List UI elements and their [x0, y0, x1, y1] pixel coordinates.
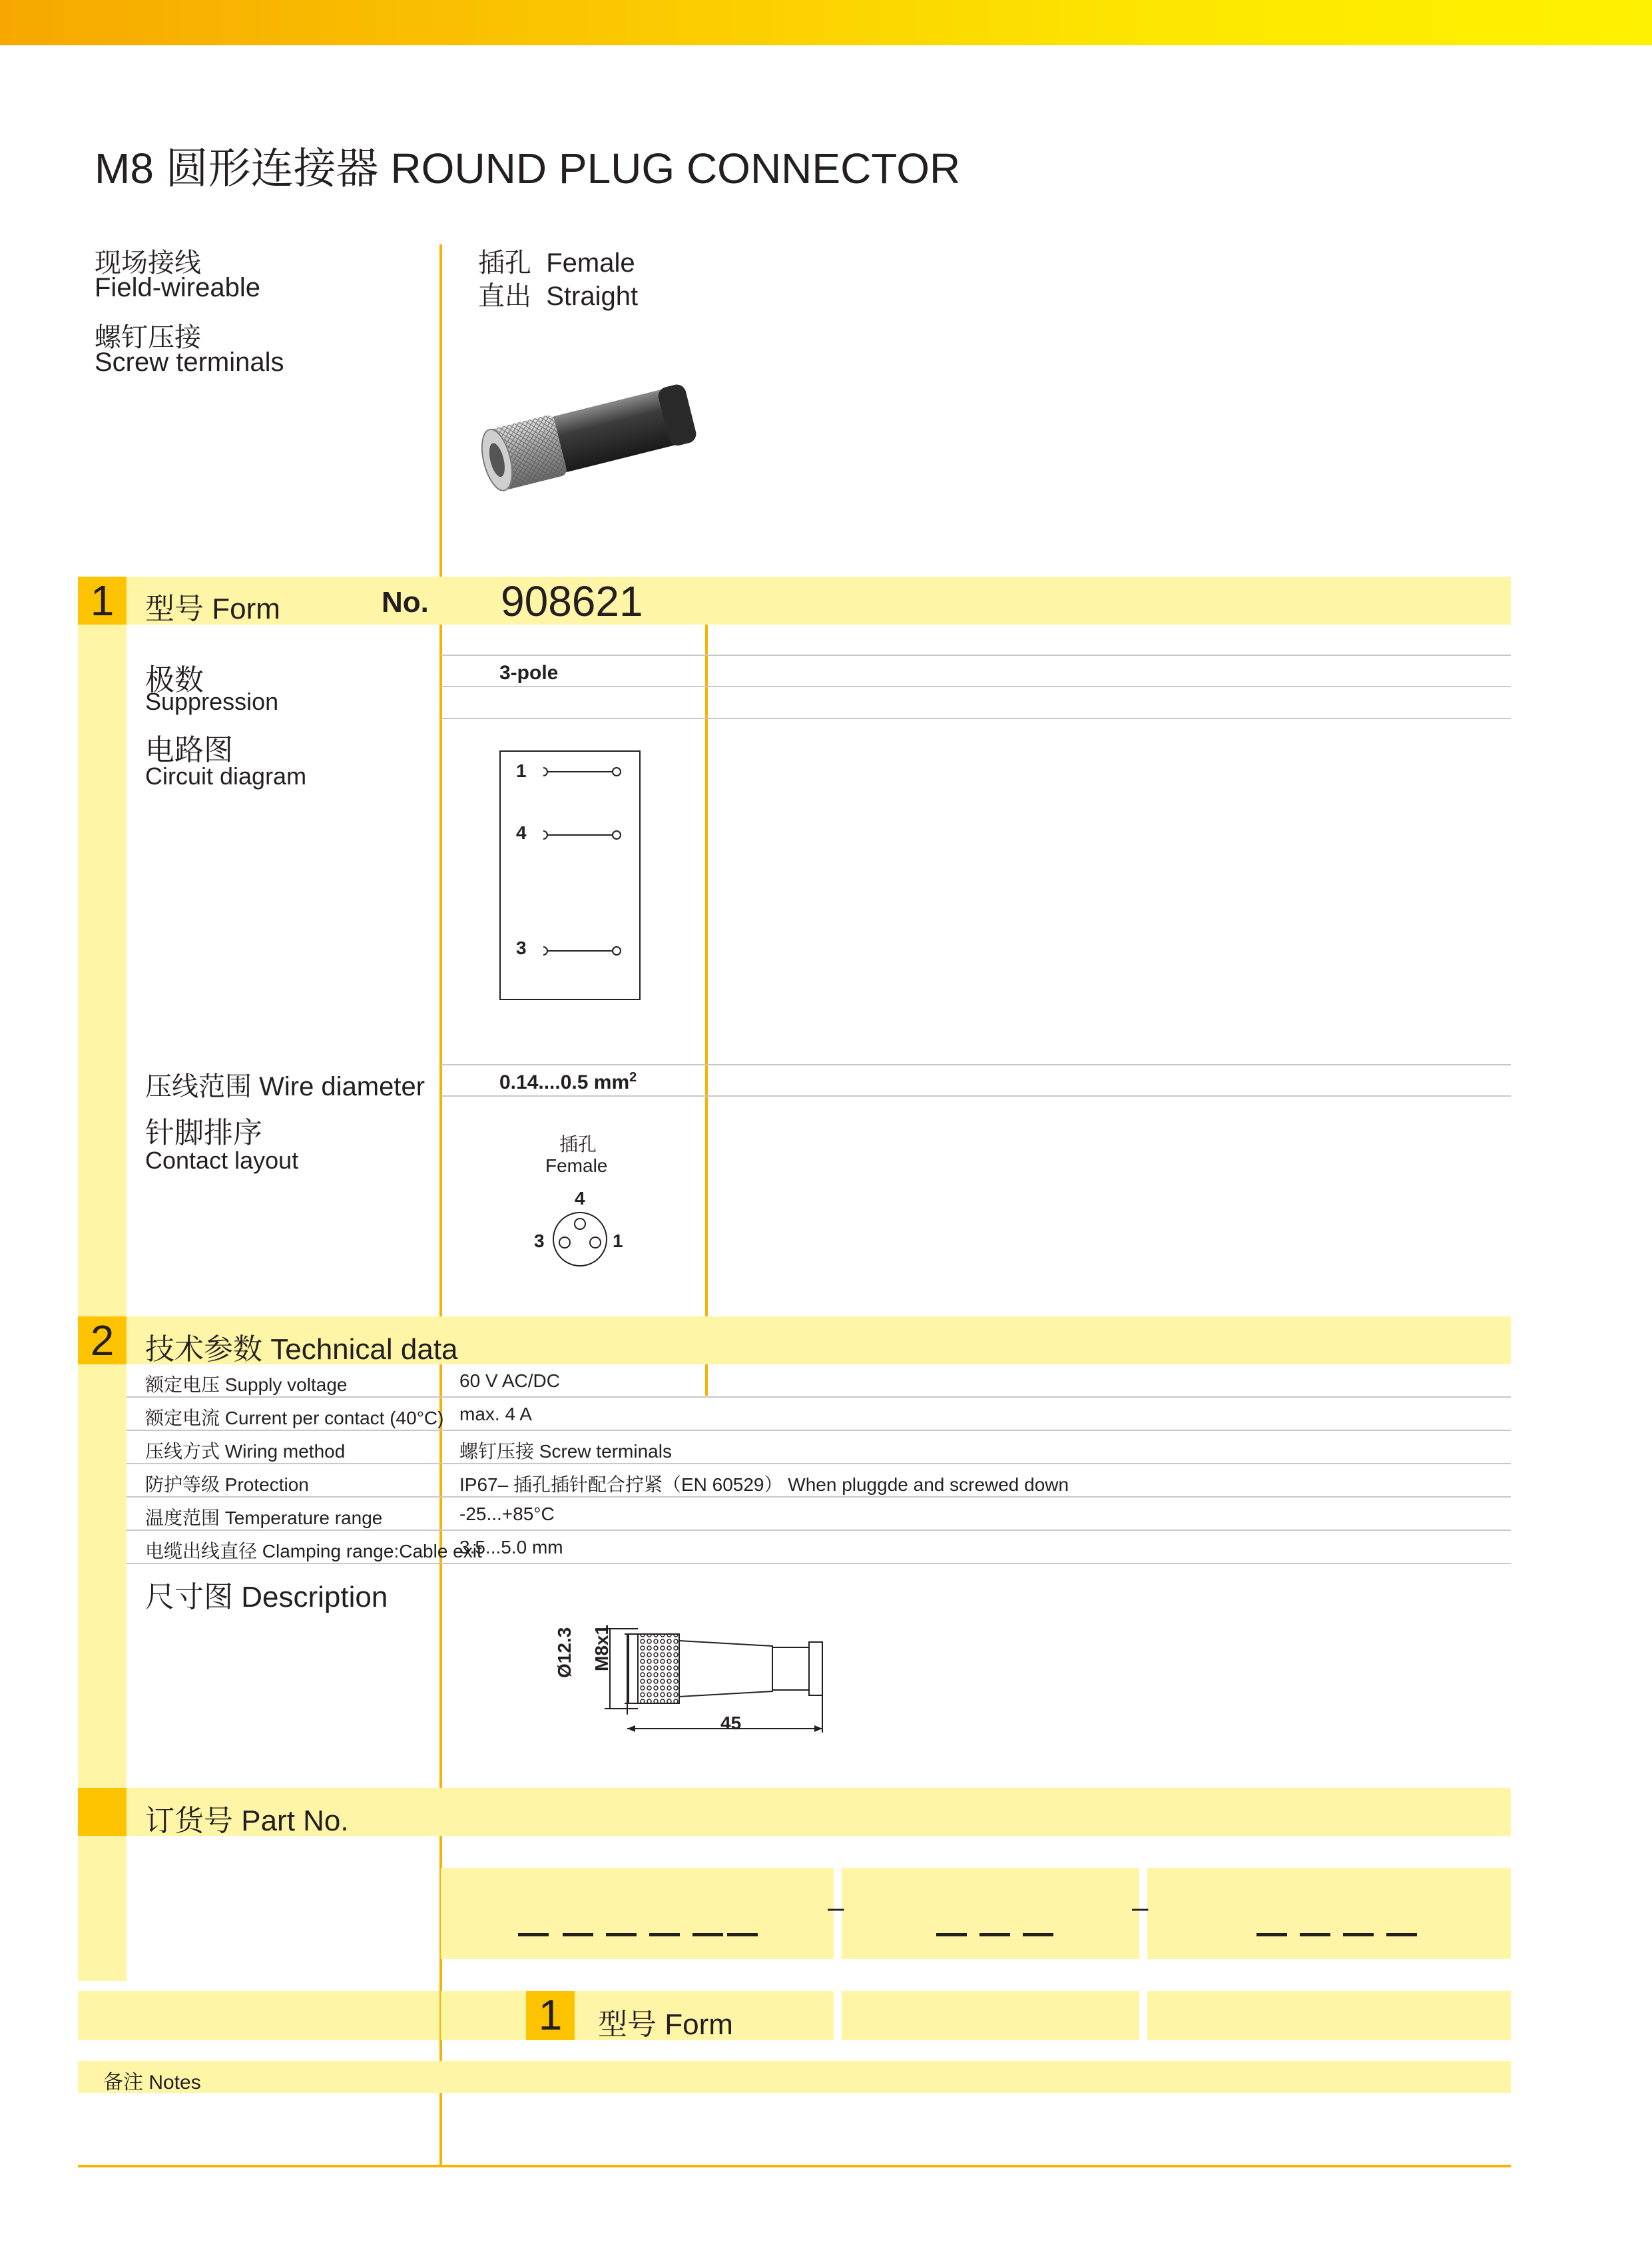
code-slot — [936, 1933, 967, 1936]
dim-thread: M8x1 — [591, 1624, 612, 1671]
contact-layout-en: Contact layout — [145, 1147, 299, 1174]
tech-row-value: max. 4 A — [459, 1404, 532, 1424]
part-no-number-box — [78, 1788, 127, 1836]
code-slot — [1386, 1933, 1417, 1936]
code-slot — [692, 1933, 723, 1936]
variant-exit-cn: 直出 — [478, 282, 531, 311]
section1-label: 型号 Form — [145, 593, 280, 625]
notes-band — [78, 2061, 1511, 2093]
code-slot — [727, 1933, 758, 1936]
product-type-line1-cn: 现场接线 — [95, 248, 201, 278]
product-type-line2-en: Screw terminals — [95, 348, 284, 377]
sidebar-band — [78, 623, 127, 1981]
row-divider — [127, 1430, 1511, 1431]
part-code-box-2 — [842, 1868, 1139, 1959]
contact-pin-3: 3 — [534, 1231, 545, 1251]
code-slot — [1256, 1933, 1287, 1936]
variant-gender-cn: 插孔 — [478, 248, 531, 278]
wire-diameter-label: 压线范围 Wire diameter — [145, 1072, 425, 1101]
suppression-value: 3-pole — [499, 662, 559, 684]
tech-row-label: 电缆出线直径 Clamping range:Cable exit — [145, 1541, 482, 1561]
part-no-label: 订货号 Part No. — [145, 1805, 349, 1837]
code-slot — [1343, 1933, 1374, 1936]
product-type-line1-en: Field-wireable — [95, 273, 260, 302]
tech-row-label: 温度范围 Temperature range — [145, 1508, 383, 1528]
contact-layout-cn: 针脚排序 — [145, 1117, 262, 1149]
part-code-box-3 — [1147, 1868, 1511, 1959]
circuit-pin-label: 3 — [516, 938, 527, 958]
code-separator: – — [1132, 1891, 1149, 1924]
section1-no-label: No. — [382, 586, 429, 619]
tech-row-value: -25...+85°C — [459, 1504, 555, 1524]
form-legend-band-3 — [1147, 1991, 1511, 2040]
row-divider — [441, 686, 1511, 687]
tech-row-label: 防护等级 Protection — [145, 1474, 309, 1495]
section2-label: 技术参数 Technical data — [145, 1333, 458, 1366]
section1-header-band — [78, 577, 1511, 625]
row-divider — [127, 1396, 1511, 1398]
code-slot — [979, 1933, 1010, 1936]
tech-row-value: IP67– 插孔插针配合拧紧（EN 60529） When pluggde and screwed down — [459, 1474, 1069, 1495]
form-legend-band-2 — [842, 1991, 1139, 2040]
tech-row-value: 60 V AC/DC — [459, 1370, 560, 1391]
form-legend-label: 型号 Form — [598, 2008, 733, 2041]
row-divider — [127, 1530, 1511, 1531]
code-slot — [563, 1933, 593, 1936]
circuit-en: Circuit diagram — [145, 762, 307, 790]
contact-pin-4: 4 — [575, 1188, 585, 1209]
tech-row-label: 压线方式 Wiring method — [145, 1441, 346, 1462]
product-photo — [466, 373, 719, 499]
circuit-pin-label: 4 — [516, 822, 527, 843]
top-color-bar — [0, 0, 1652, 45]
variant-exit-en: Straight — [546, 282, 639, 311]
wire-diameter-number: 0.14....0.5 mm — [499, 1071, 630, 1093]
dim-diameter: Ø12.3 — [554, 1627, 575, 1678]
wire-diameter-value — [499, 1070, 637, 1094]
page-title: M8 圆形连接器 ROUND PLUG CONNECTOR — [95, 144, 961, 192]
suppression-en: Suppression — [145, 688, 279, 715]
form-legend-number: 1 — [526, 1991, 575, 2040]
row-divider — [127, 1496, 1511, 1498]
code-slot — [649, 1933, 680, 1936]
description-label: 尺寸图 Description — [145, 1581, 388, 1613]
bottom-rule — [78, 2165, 1511, 2167]
code-slot — [1023, 1933, 1053, 1936]
section2-number: 2 — [78, 1316, 127, 1364]
code-slot — [606, 1933, 637, 1936]
variant-exit — [478, 275, 638, 313]
row-divider — [441, 718, 1511, 719]
tech-row-label: 额定电流 Current per contact (40°C) — [145, 1408, 444, 1428]
section1-number: 1 — [78, 577, 127, 625]
part-number: 908621 — [501, 577, 643, 625]
tech-row-value: 3.5...5.0 mm — [459, 1537, 563, 1557]
tech-row-value: 螺钉压接 Screw terminals — [459, 1441, 672, 1462]
bottom-band-left — [78, 1991, 441, 2040]
secondary-vertical-rule — [705, 578, 708, 1396]
product-type-line2-cn: 螺钉压接 — [95, 323, 201, 352]
part-code-box-1 — [441, 1868, 834, 1959]
tech-row-label: 额定电压 Supply voltage — [145, 1374, 348, 1395]
circuit-cn: 电路图 — [145, 734, 233, 766]
code-slot — [1300, 1933, 1330, 1936]
dim-length: 45 — [720, 1713, 742, 1733]
circuit-wires — [539, 759, 626, 959]
row-divider — [127, 1463, 1511, 1464]
circuit-pin-label: 1 — [516, 760, 527, 781]
contact-layout-drawing — [550, 1209, 610, 1269]
contact-pin-1: 1 — [613, 1231, 623, 1251]
row-divider — [441, 655, 1511, 656]
notes-label: 备注 Notes — [103, 2072, 201, 2094]
code-separator: – — [828, 1891, 844, 1924]
variant-gender — [478, 242, 635, 280]
contact-gender-en: Female — [545, 1155, 608, 1176]
wire-diameter-unit-exp: 2 — [629, 1070, 637, 1085]
code-slot — [518, 1933, 549, 1936]
row-divider — [441, 1064, 1511, 1065]
contact-gender-cn: 插孔 — [559, 1134, 597, 1155]
row-divider — [127, 1563, 1511, 1564]
variant-gender-en: Female — [546, 248, 635, 278]
suppression-cn: 极数 — [145, 664, 204, 697]
row-divider — [441, 1095, 1511, 1097]
